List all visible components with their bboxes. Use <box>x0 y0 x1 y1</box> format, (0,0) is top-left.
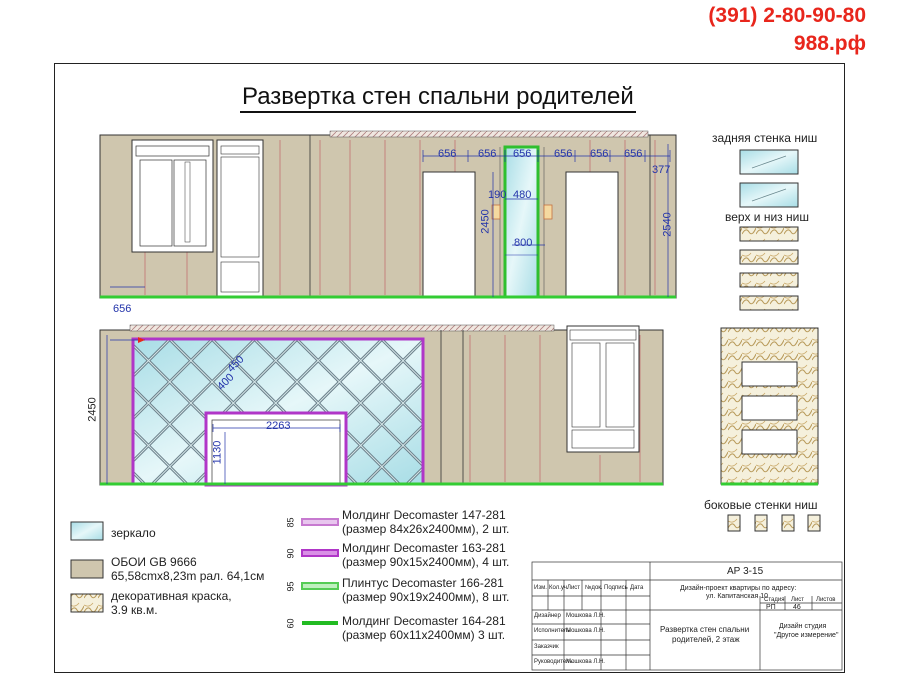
dim-wall-height: 2540 <box>661 212 674 237</box>
tb-col-3: Лист <box>567 585 581 591</box>
tb-col-2: Кол.уч. <box>549 585 569 591</box>
legend-wallpaper-2: 65,58cmx8,23m рал. 64,1см <box>111 569 265 583</box>
molding-code-4: 60 <box>285 618 296 629</box>
dim-bottom-width: 800 <box>514 237 533 249</box>
niche-back-label: задняя стенка ниш <box>712 131 818 145</box>
tb-role-4: Руководитель <box>534 659 573 665</box>
dim-niche-width: 480 <box>513 189 532 201</box>
dim-top-1: 656 <box>438 148 457 160</box>
legend-wallpaper-1: ОБОИ GB 9666 <box>111 555 197 569</box>
molding-code-1: 85 <box>285 517 296 528</box>
dim-top-4: 656 <box>554 148 573 160</box>
molding-3-line1: Плинтус Decomaster 166-281 <box>342 576 504 590</box>
lower-wall-elevation <box>100 325 663 485</box>
drawing-title: Развертка стен спальни родителей <box>240 84 636 113</box>
molding-4-line2: (размер 60x11x2400мм) 3 шт. <box>342 628 506 642</box>
niche-side-label: боковые стенки ниш <box>704 498 818 512</box>
legend-swatches <box>71 522 103 612</box>
niche-panels <box>721 150 820 531</box>
legend-paint-1: декоративная краска, <box>111 589 232 603</box>
tb-sheet-name-1: Развертка стен спальни <box>660 625 750 634</box>
dim-diag-b: 400 <box>215 371 237 393</box>
molding-4-line1: Молдинг Decomaster 164-281 <box>342 614 506 628</box>
dim-diag-a: 450 <box>225 353 247 375</box>
dim-left-offset: 656 <box>113 303 132 315</box>
dim-top-2: 656 <box>478 148 497 160</box>
molding-code-2: 90 <box>285 548 296 559</box>
dim-opening-width: 2263 <box>266 420 291 432</box>
tb-col-4: №док. <box>585 585 603 591</box>
tb-name-4: Мошкова Л.Н. <box>566 659 605 665</box>
tb-col-6: Дата <box>630 585 644 591</box>
legend-paint-2: 3.9 кв.м. <box>111 603 158 617</box>
dim-niche-offset: 190 <box>488 189 507 201</box>
tb-studio-1: Дизайн студия <box>779 623 827 630</box>
tb-sheet-no: 46 <box>793 604 801 611</box>
molding-3-line2: (размер 90x19x2400мм), 8 шт. <box>342 590 510 604</box>
molding-1-line1: Молдинг Decomaster 147-281 <box>342 508 506 522</box>
tb-stage: РП <box>766 604 776 611</box>
tb-sheets-h: Листов <box>816 597 836 603</box>
tb-sheet-name-2: родителей, 2 этаж <box>672 635 740 644</box>
dim-niche-height: 2450 <box>479 209 492 234</box>
header-site: 988.рф <box>793 32 866 55</box>
niche-topbottom-label: верх и низ ниш <box>725 210 809 224</box>
tb-project-1: Дизайн-проект квартиры по адресу: <box>680 585 797 592</box>
tb-role-2: Исполнитель <box>534 628 571 634</box>
tb-studio-2: "Другое измерение" <box>774 632 839 639</box>
tb-col-5: Подпись <box>604 585 628 591</box>
tb-name-1: Мошкова Л.Н. <box>566 613 605 619</box>
tb-col-1: Изм. <box>534 585 547 591</box>
tb-role-1: Дизайнер <box>534 613 561 619</box>
tb-name-2: Мошкова Л.Н. <box>566 628 605 634</box>
molding-2-line2: (размер 90x15x2400мм), 4 шт. <box>342 555 510 569</box>
tb-sheet-code: АР 3-15 <box>727 566 764 577</box>
dim-lower-height: 2450 <box>86 397 99 422</box>
tb-sheet-h: Лист <box>791 597 805 603</box>
legend-mirror: зеркало <box>111 526 156 540</box>
molding-2-line1: Молдинг Decomaster 163-281 <box>342 541 506 555</box>
molding-1-line2: (размер 84x26x2400мм), 2 шт. <box>342 522 510 536</box>
molding-code-3: 95 <box>285 581 296 592</box>
tb-project-2: ул. Капитанская 10 <box>706 593 769 600</box>
dim-top-6: 656 <box>624 148 643 160</box>
tb-stage-h: Стадия <box>764 597 785 603</box>
dim-right-small: 377 <box>652 164 671 176</box>
header-phone: (391) 2-80-90-80 <box>708 4 866 27</box>
dim-top-3: 656 <box>513 148 532 160</box>
tb-role-3: Заказчик <box>534 644 559 650</box>
dim-opening-height: 1130 <box>211 440 224 465</box>
molding-swatches <box>302 519 338 625</box>
dim-top-5: 656 <box>590 148 609 160</box>
